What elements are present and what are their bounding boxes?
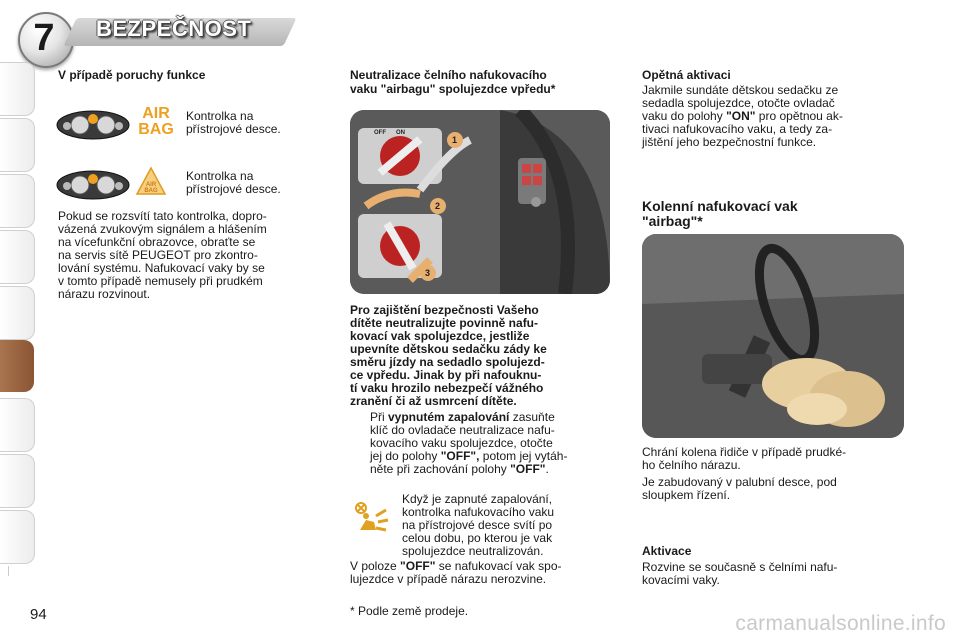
page-number: 94: [30, 606, 47, 623]
child-safety-warning: [350, 304, 612, 408]
para-line: v tomto případě nemusely při prudkém: [58, 274, 263, 288]
warning-line: ce vpředu. Jinak by při nafouknu-: [350, 368, 542, 382]
lamp-line: spolujezdce neutralizován.: [402, 544, 544, 558]
warning1-label: [186, 110, 281, 136]
svg-text:BAG: BAG: [144, 188, 158, 194]
passenger-airbag-off-lamp-icon: [352, 500, 392, 532]
warning1-label-line1: Kontrolka na: [186, 109, 254, 123]
instr-l4-pre: jej do polohy: [370, 449, 441, 463]
para-line: Pokud se rozsvítí tato kontrolka, dopro-: [58, 209, 267, 223]
neutralize-instructions: [370, 411, 612, 476]
airbag-triangle-icon: [136, 166, 166, 196]
lamp-line: Když je zapnuté zapalování,: [402, 492, 553, 506]
warning-line: směru jízdy na sedadlo spolujezd-: [350, 355, 545, 369]
knee-heading-line2: "airbag"*: [642, 213, 703, 229]
instr-pre: Při: [370, 410, 388, 424]
neutralization-heading: [350, 68, 620, 96]
warning-line: Pro zajištění bezpečnosti Vašeho: [350, 303, 539, 317]
react-l3-post: pro opětnou ak-: [755, 109, 843, 123]
reactivation-text: [642, 84, 904, 149]
tab-divider: [8, 566, 9, 576]
knee-airbag-text: [642, 446, 904, 502]
knee-line: ho čelního nárazu.: [642, 458, 741, 472]
watermark-url: carmanualsonline.info: [735, 612, 946, 635]
warning-line: upevníte dětskou sedačku zády ke: [350, 342, 547, 356]
photo-step-3: 3: [425, 268, 431, 278]
chapter-tab-1[interactable]: [0, 62, 35, 116]
malfunction-paragraph: [58, 210, 320, 301]
activation-heading: Aktivace: [642, 544, 692, 558]
malfunction-heading: V případě poruchy funkce: [58, 68, 206, 82]
warning2-label-line2: přístrojové desce.: [186, 182, 281, 196]
instr-line: kovacího vaku spolujezdce, otočte: [370, 436, 553, 450]
warning1-label-line2: přístrojové desce.: [186, 122, 281, 136]
instr-line: klíč do ovladače neutralizace nafu-: [370, 423, 555, 437]
airbag-icon-text-bottom: BAG: [138, 121, 174, 138]
lamp-text: [402, 493, 612, 558]
warning-line: tí vaku hrozilo nebezpečí vážného: [350, 381, 544, 395]
instr-l5-bold: "OFF": [510, 462, 546, 476]
neutralization-heading-line2: vaku "airbagu" spolujezdce vpředu*: [350, 82, 556, 96]
instr-l5-pre: něte při zachování polohy: [370, 462, 511, 476]
warning-line: zranění či až usmrcení dítěte.: [350, 394, 517, 408]
activation-line: Rozvine se současně s čelními nafu-: [642, 560, 838, 574]
react-line: Jakmile sundáte dětskou sedačku ze: [642, 83, 839, 97]
chapter-tab-3[interactable]: [0, 174, 35, 228]
warning-line: kovací vak spolujezdce, jestliže: [350, 329, 530, 343]
svg-text:AIR: AIR: [145, 182, 157, 188]
knee-heading-line1: Kolenní nafukovací vak: [642, 198, 798, 214]
chapter-number: 7: [33, 17, 55, 59]
react-l3-pre: vaku do polohy: [642, 109, 727, 123]
chapter-tab-active[interactable]: [0, 340, 34, 392]
chapter-tab-5[interactable]: [0, 286, 35, 340]
react-line: sedadla spolujezdce, otočte ovladač: [642, 96, 835, 110]
para-line: na servis sítě PEUGEOT pro zkontro-: [58, 248, 258, 262]
lamp-line: kontrolka nafukovacího vaku: [402, 505, 555, 519]
knee-line: Chrání kolena řidiče v případě prudké-: [642, 445, 847, 459]
para-line: nárazu rozvinout.: [58, 287, 151, 301]
chapter-tab-7[interactable]: [0, 398, 35, 452]
instr-l5-post: .: [545, 462, 549, 476]
neutralization-switch-photo: [350, 110, 610, 294]
off-bold: "OFF": [400, 559, 436, 573]
instr-l4-post: potom jej vytáh-: [479, 449, 568, 463]
knee-airbag-photo: [642, 234, 904, 438]
off-position-text: [350, 560, 614, 586]
lamp-line: na přístrojové desce svítí po: [402, 518, 553, 532]
off-post: se nafukovací vak spo-: [435, 559, 562, 573]
chapter-tab-4[interactable]: [0, 230, 35, 284]
react-line: jištění jeho bezpečnostní funkce.: [642, 135, 817, 149]
instrument-panel-icon: [56, 110, 130, 140]
footnote: * Podle země prodeje.: [350, 604, 469, 618]
chapter-tab-2[interactable]: [0, 118, 35, 172]
chapter-tab-9[interactable]: [0, 510, 35, 564]
activation-line: kovacími vaky.: [642, 573, 720, 587]
page-title: BEZPEČNOST: [96, 16, 252, 41]
off-line2: lujezdce v případě nárazu nerozvine.: [350, 572, 547, 586]
photo-step-1: 1: [452, 135, 458, 145]
lamp-line: celou dobu, po kterou je vak: [402, 531, 553, 545]
off-pre: V poloze: [350, 559, 401, 573]
para-line: lování systému. Nafukovací vaky by se: [58, 261, 265, 275]
react-l3-bold: "ON": [726, 109, 756, 123]
warning-line: dítěte neutralizujte povinně nafu-: [350, 316, 539, 330]
instr-bold: vypnutém zapalování: [388, 410, 510, 424]
para-line: na vícefunkční obrazovce, obraťte se: [58, 235, 256, 249]
react-line: tivaci nafukovacího vaku, a tedy za-: [642, 122, 833, 136]
para-line: vázená zvukovým signálem a hlášením: [58, 222, 267, 236]
warning2-label: [186, 170, 281, 196]
knee-airbag-heading: [642, 199, 798, 229]
photo-label-on: ON: [396, 130, 405, 136]
knee-line: Je zabudovaný v palubní desce, pod: [642, 475, 837, 489]
activation-text: [642, 561, 904, 587]
reactivation-heading: Opětná aktivaci: [642, 68, 731, 82]
instrument-panel-icon: [56, 170, 130, 200]
neutralization-heading-line1: Neutralizace čelního nafukovacího: [350, 68, 547, 82]
instr-post: zasuňte: [509, 410, 555, 424]
photo-step-2: 2: [435, 201, 441, 211]
warning2-label-line1: Kontrolka na: [186, 169, 254, 183]
airbag-icon-text-top: AIR: [142, 105, 170, 122]
knee-line: sloupkem řízení.: [642, 488, 731, 502]
chapter-tab-8[interactable]: [0, 454, 35, 508]
airbag-warning-icon: [136, 106, 176, 140]
photo-label-off: OFF: [374, 130, 386, 136]
instr-l4-bold: "OFF",: [440, 449, 480, 463]
